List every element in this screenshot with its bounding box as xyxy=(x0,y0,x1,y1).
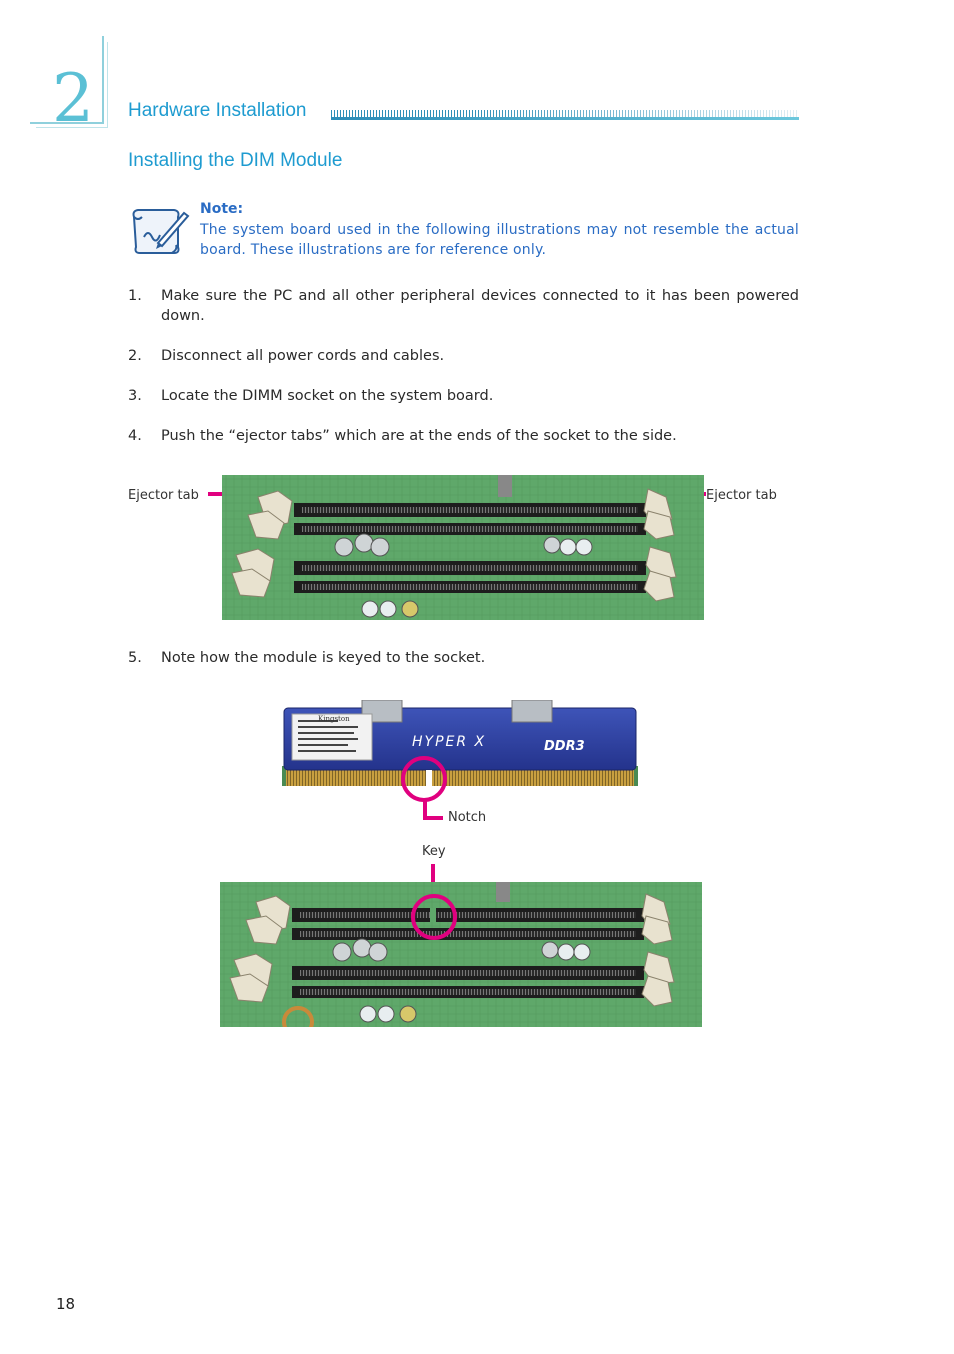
step-number: 4. xyxy=(128,428,142,444)
step-number: 5. xyxy=(128,650,142,666)
step-number: 1. xyxy=(128,288,142,304)
step-number: 3. xyxy=(128,388,142,404)
chapter-title: Hardware Installation xyxy=(128,100,307,121)
ejector-tab-right-label: Ejector tab xyxy=(706,488,777,503)
ejector-tab-left-label: Ejector tab xyxy=(128,488,199,503)
key-label: Key xyxy=(422,844,446,859)
dimm-socket-key-photo xyxy=(220,882,702,1027)
step-number: 2. xyxy=(128,348,142,364)
module-type-text: DDR3 xyxy=(544,739,585,754)
title-decoration-bar xyxy=(331,110,799,120)
step-text: Push the “ejector tabs” which are at the ends of the socket to the side. xyxy=(161,428,677,444)
note-label: Note: xyxy=(200,201,244,217)
memory-module-photo xyxy=(282,700,638,788)
notch-pointer-horizontal xyxy=(423,816,443,820)
step-text: Disconnect all power cords and cables. xyxy=(161,348,445,364)
module-brand-text: Kingston xyxy=(318,715,350,723)
note-scroll-icon xyxy=(128,203,192,259)
chapter-marker xyxy=(30,36,104,137)
note-text: The system board used in the following illustrations may not resemble the actual board. These illustrations are for reference only. xyxy=(200,222,799,258)
chapter-number: 2 xyxy=(52,60,94,137)
key-highlight-circle xyxy=(411,894,457,940)
page-number: 18 xyxy=(56,1295,76,1313)
section-title: Installing the DIM Module xyxy=(128,150,343,171)
notch-highlight-circle xyxy=(401,756,447,802)
module-logo-text: HYPER X xyxy=(412,734,487,750)
dimm-sockets-photo xyxy=(222,475,704,620)
notch-label: Notch xyxy=(448,810,487,825)
step-text: Make sure the PC and all other peripheral devices connected to it has been powered down. xyxy=(161,288,799,324)
step-text: Locate the DIMM socket on the system board. xyxy=(161,388,494,404)
step-text: Note how the module is keyed to the socket. xyxy=(161,650,486,666)
